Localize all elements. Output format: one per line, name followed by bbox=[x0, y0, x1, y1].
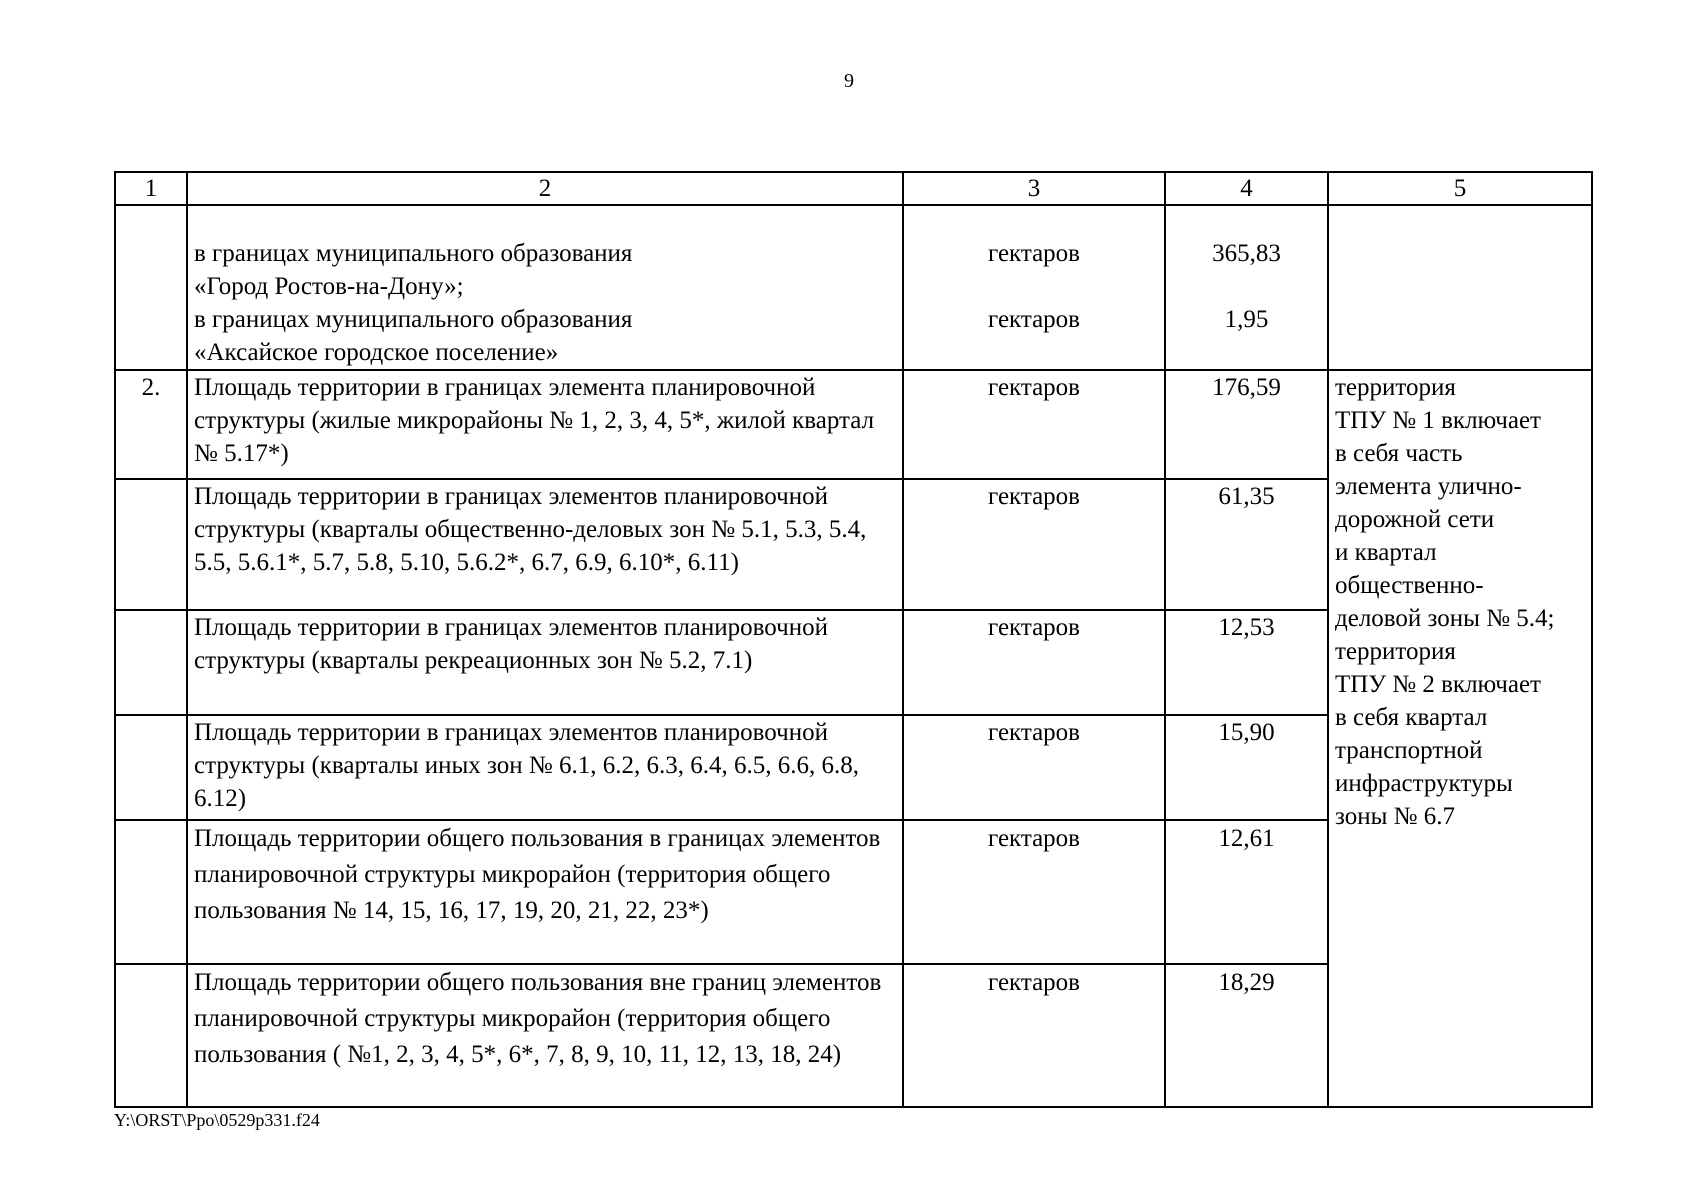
row-number bbox=[115, 715, 187, 820]
note-line: деловой зоны № 5.4; bbox=[1335, 605, 1555, 632]
table-header-row bbox=[115, 172, 1592, 205]
value-text: 365,83 bbox=[1212, 240, 1281, 267]
description-line: в границах муниципального образования bbox=[194, 240, 633, 267]
note-line: территория bbox=[1335, 374, 1456, 401]
value-spacer bbox=[1172, 270, 1321, 303]
row-description: Площадь территории общего пользования вне границ элементов планировочной структуры микрорайон (территория общего пользования ( №1, 2, 3, 4, 5*, 6*, 7, 8, 9, 10, 11, 12, 13, 18, 24) bbox=[187, 964, 903, 1107]
row-unit: гектаров bbox=[903, 715, 1165, 820]
row-description: Площадь территории общего пользования в границах элементов планировочной структуры микрорайон (территория общего пользования № 14, 15, 16, 17, 19, 20, 21, 22, 23*) bbox=[187, 820, 903, 964]
row-number bbox=[115, 610, 187, 715]
header-cell-1: 1 bbox=[115, 172, 187, 205]
data-table bbox=[114, 171, 1593, 1108]
page-number: 9 bbox=[844, 70, 854, 92]
row-unit: гектаров bbox=[903, 964, 1165, 1107]
note-line: зоны № 6.7 bbox=[1335, 803, 1456, 830]
note-line: дорожной сети bbox=[1335, 506, 1495, 533]
header-cell-5: 5 bbox=[1328, 172, 1592, 205]
row-unit: гектаров bbox=[903, 820, 1165, 964]
row-value bbox=[1165, 205, 1328, 370]
description-line: «Аксайское городское поселение» bbox=[194, 339, 559, 366]
row-value: 18,29 bbox=[1165, 964, 1328, 1107]
row-value: 15,90 bbox=[1165, 715, 1328, 820]
row-description bbox=[187, 205, 903, 370]
note-line: общественно- bbox=[1335, 572, 1484, 599]
row-number bbox=[115, 964, 187, 1107]
unit-text: гектаров bbox=[988, 240, 1080, 267]
row-value: 12,61 bbox=[1165, 820, 1328, 964]
description-line: «Город Ростов-на-Дону»; bbox=[194, 273, 464, 300]
row-number: 2. bbox=[115, 370, 187, 479]
note-line: инфраструктуры bbox=[1335, 770, 1513, 797]
row-value: 176,59 bbox=[1165, 370, 1328, 479]
row-unit bbox=[903, 205, 1165, 370]
row-unit: гектаров bbox=[903, 479, 1165, 610]
header-cell-4: 4 bbox=[1165, 172, 1328, 205]
footer-file-path: Y:\ORST\Ppo\0529p331.f24 bbox=[114, 1110, 320, 1130]
table-row bbox=[115, 205, 1592, 370]
row-note bbox=[1328, 205, 1592, 370]
row-unit: гектаров bbox=[903, 370, 1165, 479]
row-number bbox=[115, 479, 187, 610]
unit-spacer bbox=[910, 270, 1158, 303]
note-line: ТПУ № 2 включает bbox=[1335, 671, 1541, 698]
row-note-merged bbox=[1328, 370, 1592, 1107]
row-description: Площадь территории в границах элементов планировочной структуры (кварталы иных зон № 6.1, 6.2, 6.3, 6.4, 6.5, 6.6, 6.8, 6.12) bbox=[187, 715, 903, 820]
note-line: в себя квартал bbox=[1335, 704, 1488, 731]
header-cell-3: 3 bbox=[903, 172, 1165, 205]
note-line: ТПУ № 1 включает bbox=[1335, 407, 1541, 434]
row-description: Площадь территории в границах элементов планировочной структуры (кварталы рекреационных зон № 5.2, 7.1) bbox=[187, 610, 903, 715]
row-number bbox=[115, 820, 187, 964]
row-description: Площадь территории в границах элементов планировочной структуры (кварталы общественно-деловых зон № 5.1, 5.3, 5.4, 5.5, 5.6.1*, 5.7, 5.8, 5.10, 5.6.2*, 6.7, 6.9, 6.10*, 6.11) bbox=[187, 479, 903, 610]
row-unit: гектаров bbox=[903, 610, 1165, 715]
note-line: территория bbox=[1335, 638, 1456, 665]
note-line: и квартал bbox=[1335, 539, 1437, 566]
unit-text: гектаров bbox=[988, 306, 1080, 333]
row-value: 61,35 bbox=[1165, 479, 1328, 610]
row-number bbox=[115, 205, 187, 370]
description-line: в границах муниципального образования bbox=[194, 306, 633, 333]
row-value: 12,53 bbox=[1165, 610, 1328, 715]
table-row bbox=[115, 370, 1592, 479]
value-text: 1,95 bbox=[1224, 306, 1269, 333]
note-line: транспортной bbox=[1335, 737, 1483, 764]
note-line: элемента улично- bbox=[1335, 473, 1522, 500]
header-cell-2: 2 bbox=[187, 172, 903, 205]
note-line: в себя часть bbox=[1335, 440, 1463, 467]
row-description: Площадь территории в границах элемента планировочной структуры (жилые микрорайоны № 1, 2, 3, 4, 5*, жилой квартал № 5.17*) bbox=[187, 370, 903, 479]
